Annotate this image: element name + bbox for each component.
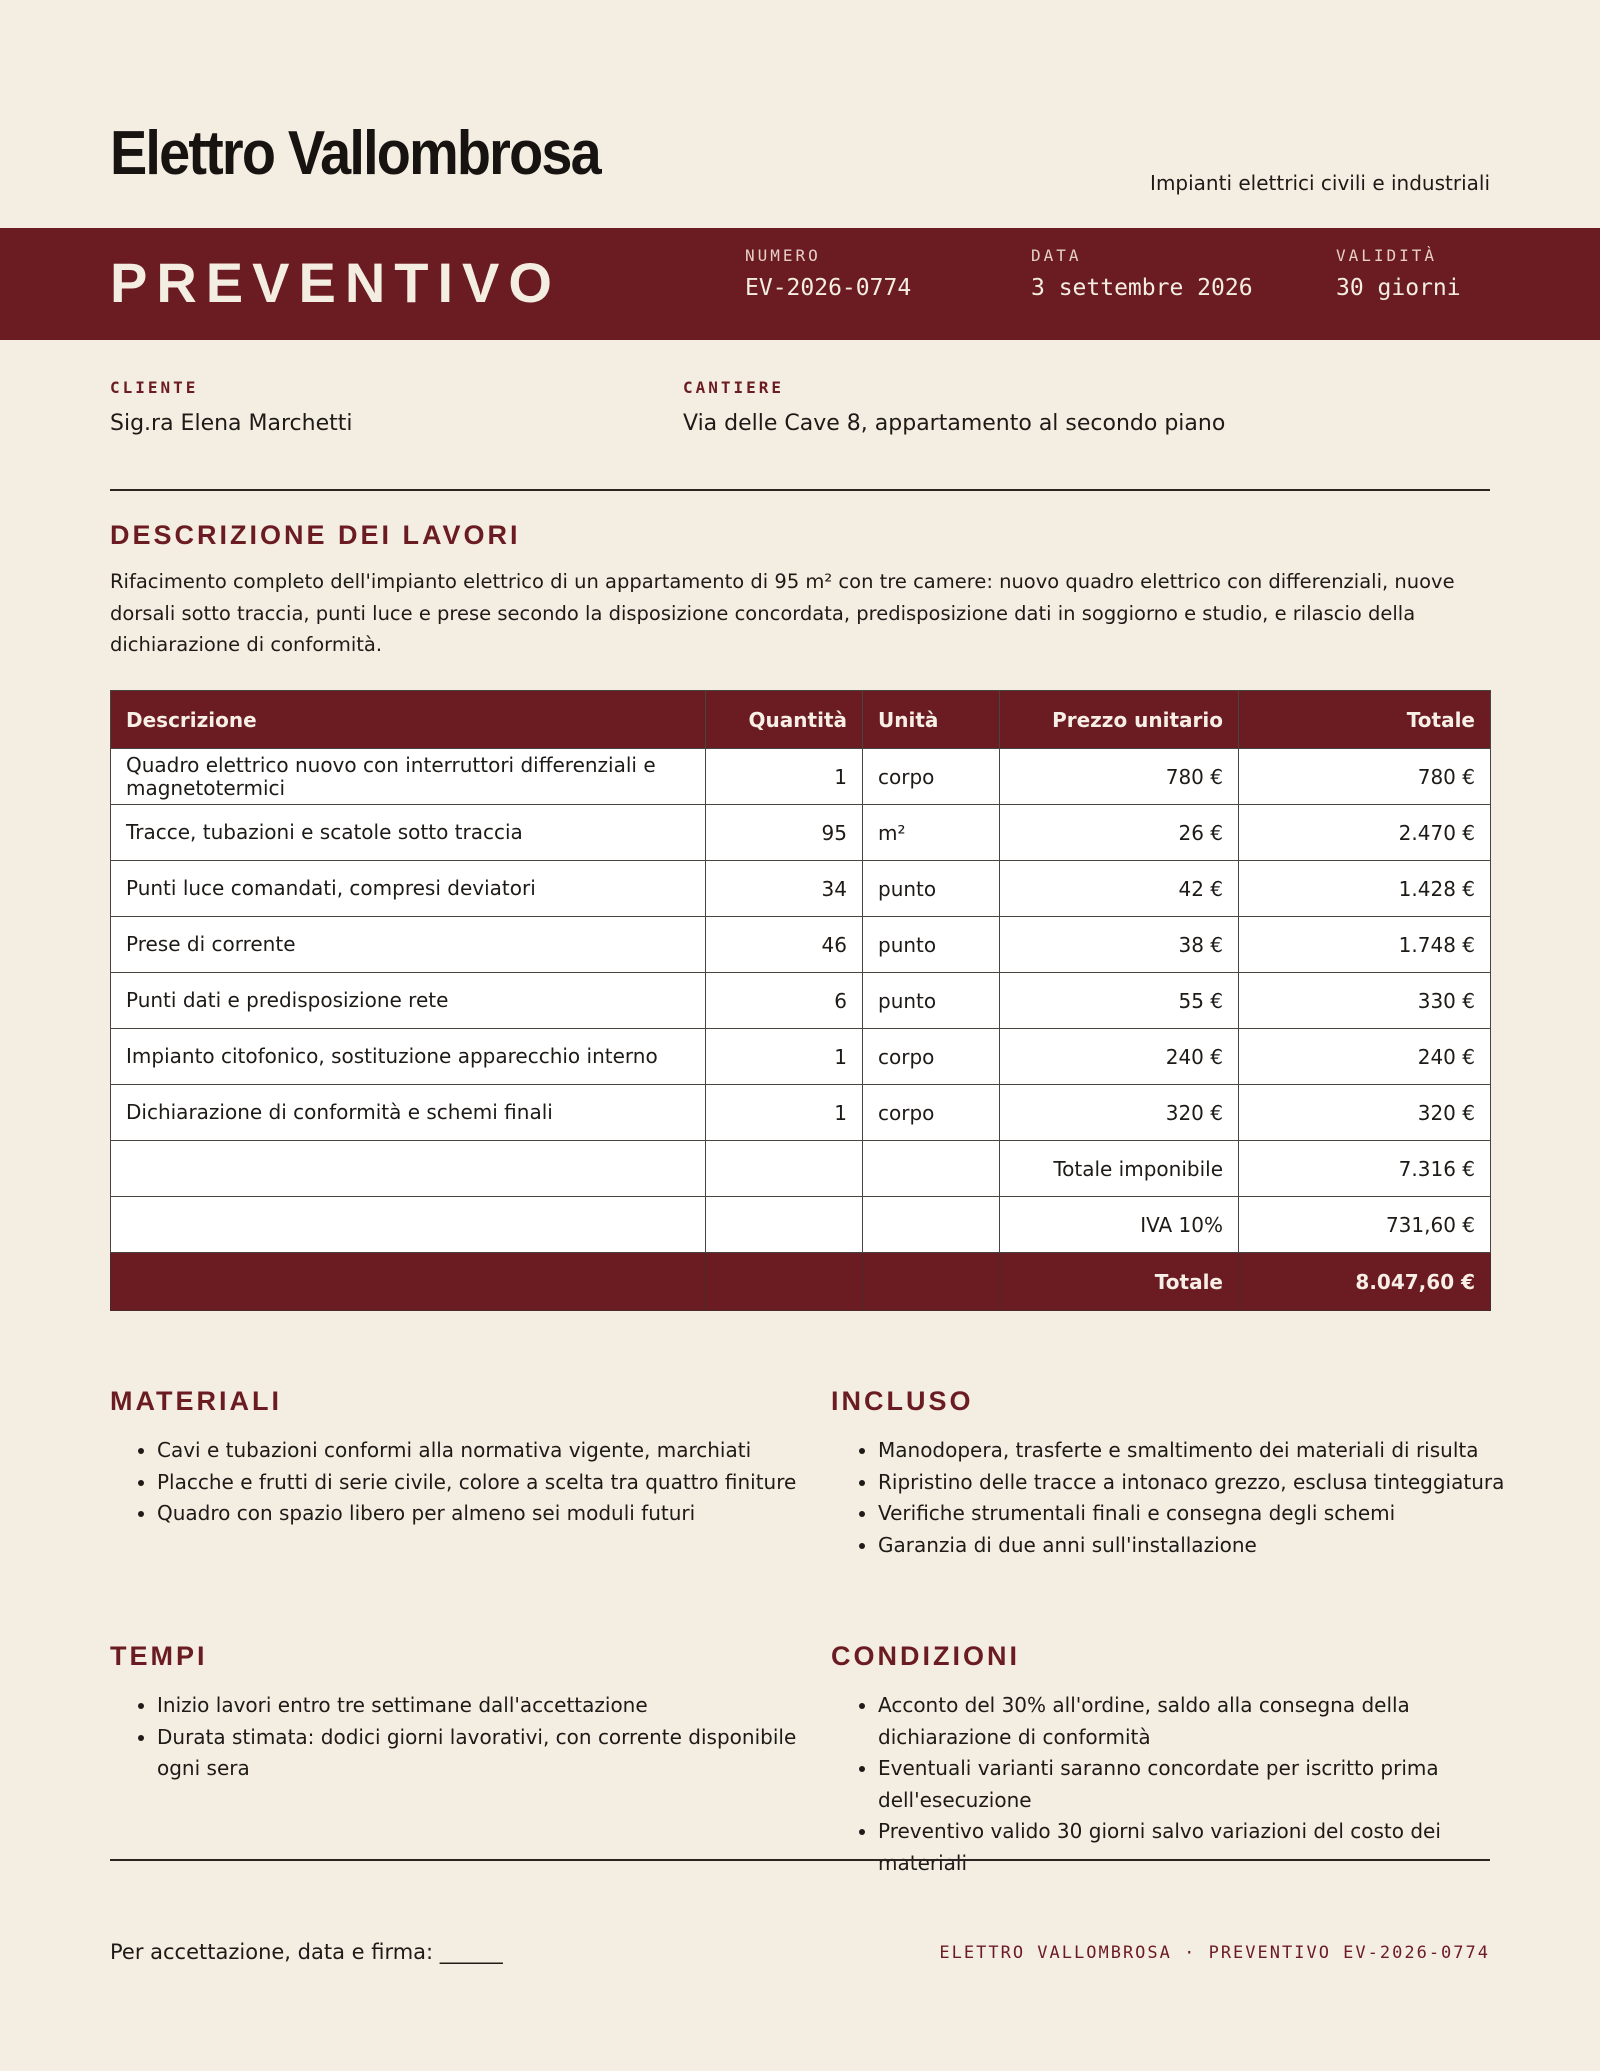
cell-total: 240 € (1239, 1029, 1491, 1085)
materials-section (110, 1386, 830, 1530)
materials-heading: MATERIALI (110, 1386, 282, 1416)
cell-total: 320 € (1239, 1085, 1491, 1141)
list-item: • Quadro con spazio libero per almeno sei moduli futuri (157, 1498, 830, 1530)
cell-unit-price: 38 € (1000, 917, 1239, 973)
included-section (831, 1386, 1551, 1561)
subtotal-value: 7.316 € (1239, 1141, 1491, 1197)
company-name: Elettro Vallombrosa (110, 119, 600, 188)
title-band (0, 228, 1600, 340)
table-row (111, 749, 1491, 805)
document-title: PREVENTIVO (110, 251, 561, 314)
divider (110, 489, 1490, 491)
list-item: • Garanzia di due anni sull'installazione (878, 1530, 1551, 1562)
cell-unit: corpo (863, 1029, 1000, 1085)
grand-total-row (111, 1253, 1491, 1311)
list-item: • Eventuali varianti saranno concordate per iscritto prima dell'esecuzione (878, 1753, 1521, 1816)
client-name: Sig.ra Elena Marchetti (110, 411, 353, 436)
cell-quantity: 95 (706, 805, 863, 861)
cell-unit-price: 780 € (1000, 749, 1239, 805)
list-item: • Placche e frutti di serie civile, colore a scelta tra quattro finiture (157, 1467, 830, 1499)
meta-number-label: NUMERO (745, 246, 821, 265)
cell-quantity: 1 (706, 1085, 863, 1141)
site-address: Via delle Cave 8, appartamento al secondo piano (683, 411, 1226, 436)
cell-unit: corpo (863, 1085, 1000, 1141)
cell-unit: punto (863, 917, 1000, 973)
subtotal-label: Totale imponibile (1000, 1141, 1239, 1197)
col-header-total: Totale (1239, 691, 1491, 749)
timing-section (110, 1641, 830, 1785)
grand-total-label: Totale (1000, 1253, 1239, 1311)
meta-validity-label: VALIDITÀ (1336, 246, 1438, 265)
subtotal-row (111, 1141, 1491, 1197)
col-header-quantity: Quantità (706, 691, 863, 749)
description-heading: DESCRIZIONE DEI LAVORI (110, 520, 521, 550)
cell-description: Tracce, tubazioni e scatole sotto traccia (111, 805, 706, 861)
cell-description: Punti dati e predisposizione rete (111, 973, 706, 1029)
cell-unit: m² (863, 805, 1000, 861)
meta-validity (1336, 246, 1461, 301)
footer-divider (110, 1859, 1490, 1861)
list-item: • Acconto del 30% all'ordine, saldo alla consegna della dichiarazione di conformità (878, 1690, 1521, 1753)
cell-quantity: 34 (706, 861, 863, 917)
list-item: • Inizio lavori entro tre settimane dall'accettazione (157, 1690, 827, 1722)
list-item: • Cavi e tubazioni conformi alla normativa vigente, marchiati (157, 1435, 830, 1467)
cell-quantity: 1 (706, 749, 863, 805)
empty-cell (863, 1253, 1000, 1311)
list-item: • Preventivo valido 30 giorni salvo variazioni del costo dei materiali (878, 1816, 1521, 1879)
materials-list (110, 1435, 830, 1530)
empty-cell (111, 1253, 706, 1311)
list-item: • Manodopera, trasferte e smaltimento dei materiali di risulta (878, 1435, 1551, 1467)
cell-total: 1.748 € (1239, 917, 1491, 973)
empty-cell (706, 1253, 863, 1311)
conditions-heading: CONDIZIONI (831, 1641, 1020, 1671)
cell-quantity: 46 (706, 917, 863, 973)
cell-total: 2.470 € (1239, 805, 1491, 861)
included-list (831, 1435, 1551, 1561)
cell-unit: corpo (863, 749, 1000, 805)
client-label: CLIENTE (110, 378, 199, 397)
list-item: • Verifiche strumentali finali e consegna degli schemi (878, 1498, 1551, 1530)
cell-unit-price: 42 € (1000, 861, 1239, 917)
cell-unit: punto (863, 861, 1000, 917)
site-label: CANTIERE (683, 378, 785, 397)
cell-unit-price: 55 € (1000, 973, 1239, 1029)
empty-cell (706, 1197, 863, 1253)
cell-unit-price: 26 € (1000, 805, 1239, 861)
table-row (111, 1029, 1491, 1085)
grand-total-value: 8.047,60 € (1239, 1253, 1491, 1311)
meta-validity-value: 30 giorni (1336, 275, 1461, 301)
footer-reference: ELETTRO VALLOMBROSA · PREVENTIVO EV-2026-0774 (939, 1943, 1490, 1963)
meta-date-label: DATA (1031, 246, 1082, 265)
cell-unit-price: 240 € (1000, 1029, 1239, 1085)
site-block (683, 378, 1225, 436)
cell-unit-price: 320 € (1000, 1085, 1239, 1141)
empty-cell (706, 1141, 863, 1197)
list-item: • Durata stimata: dodici giorni lavorativi, con corrente disponibile ogni sera (157, 1722, 827, 1785)
empty-cell (111, 1197, 706, 1253)
table-row (111, 861, 1491, 917)
included-heading: INCLUSO (831, 1386, 974, 1416)
cell-description: Quadro elettrico nuovo con interruttori differenziali e magnetotermici (111, 749, 706, 805)
cell-total: 780 € (1239, 749, 1491, 805)
table-header-row (111, 691, 1491, 749)
cell-quantity: 1 (706, 1029, 863, 1085)
cell-total: 330 € (1239, 973, 1491, 1029)
cell-quantity: 6 (706, 973, 863, 1029)
cell-description: Impianto citofonico, sostituzione apparecchio interno (111, 1029, 706, 1085)
empty-cell (111, 1141, 706, 1197)
table-row (111, 1085, 1491, 1141)
col-header-unit: Unità (863, 691, 1000, 749)
table-row (111, 973, 1491, 1029)
client-block (110, 378, 352, 436)
cell-total: 1.428 € (1239, 861, 1491, 917)
signature-line: Per accettazione, data e firma: ______ (110, 1940, 503, 1964)
col-header-description: Descrizione (111, 691, 706, 749)
meta-date (1031, 246, 1253, 301)
cell-description: Prese di corrente (111, 917, 706, 973)
items-table (110, 690, 1491, 1311)
company-tagline: Impianti elettrici civili e industriali (1150, 171, 1490, 195)
meta-number (745, 246, 911, 301)
empty-cell (863, 1141, 1000, 1197)
cell-description: Dichiarazione di conformità e schemi finali (111, 1085, 706, 1141)
vat-row (111, 1197, 1491, 1253)
empty-cell (863, 1197, 1000, 1253)
description-text: Rifacimento completo dell'impianto elettrico di un appartamento di 95 m² con tre camere: nuovo quadro elettrico con differenziali, nuove dorsali sotto traccia, punti luce e prese secondo la disposizione concordata, predisposizione dati in soggiorno e studio, e rilascio della dichiarazione di conformità. (110, 570, 1455, 656)
table-row (111, 917, 1491, 973)
vat-value: 731,60 € (1239, 1197, 1491, 1253)
list-item: • Ripristino delle tracce a intonaco grezzo, esclusa tinteggiatura (878, 1467, 1551, 1499)
cell-description: Punti luce comandati, compresi deviatori (111, 861, 706, 917)
meta-number-value: EV-2026-0774 (745, 275, 912, 301)
conditions-list (831, 1690, 1521, 1879)
timing-list (110, 1690, 827, 1785)
cell-unit: punto (863, 973, 1000, 1029)
vat-label: IVA 10% (1000, 1197, 1239, 1253)
conditions-section (831, 1641, 1521, 1879)
col-header-unit-price: Prezzo unitario (1000, 691, 1239, 749)
table-row (111, 805, 1491, 861)
timing-heading: TEMPI (110, 1641, 208, 1671)
meta-date-value: 3 settembre 2026 (1031, 275, 1253, 301)
